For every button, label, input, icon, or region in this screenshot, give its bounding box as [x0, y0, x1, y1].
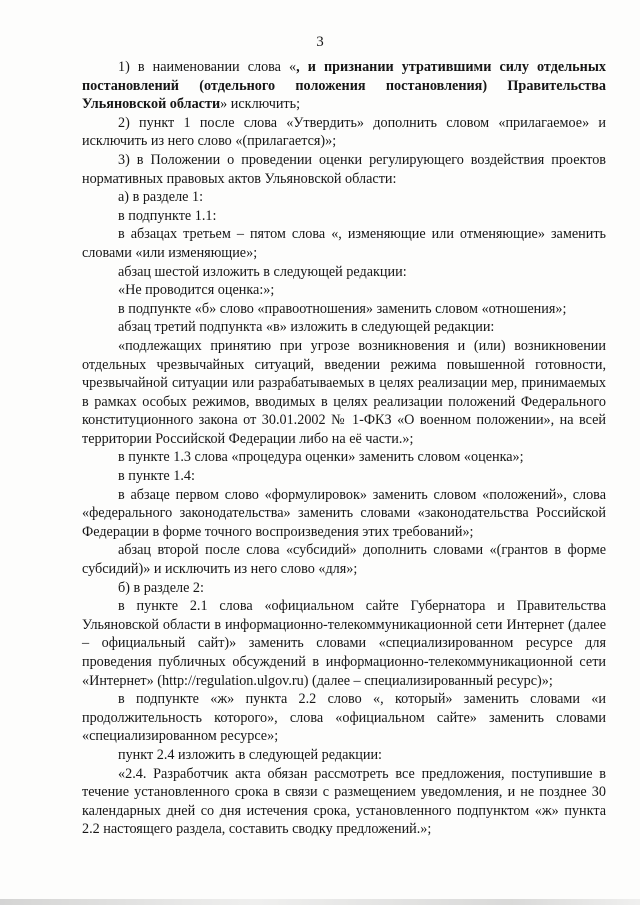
- paragraph-11: «подлежащих принятию при угрозе возникновения и (или) возникновении отдельных чрезвычайных ситуаций, введении режима повышенной готовности, чрезвычайной ситуации или разрабатываемых в целях реализации мер, принимаемых в рамках особых режимов, вводимых в целях реализации положений Федерального конституционного закона от 30.01.2002 № 1-ФКЗ «О военном положении», на всей территории Российской Федерации либо на её части.»;: [82, 337, 606, 447]
- paragraph-7: абзац шестой изложить в следующей редакции:: [118, 263, 407, 280]
- paragraph-19: пункт 2.4 изложить в следующей редакции:: [118, 746, 382, 763]
- paragraph-1-start: 1) в наименовании слова «: [118, 59, 297, 75]
- paragraph-12: в пункте 1.3 слова «процедура оценки» заменить словом «оценка»;: [118, 449, 524, 466]
- paragraph-18: в подпункте «ж» пункта 2.2 слово «, который» заменить словами «и продолжительность которого», слова «официальном сайте» заменить словами «специализированном ресурсе»;: [82, 691, 606, 745]
- paragraph-6: в абзацах третьем – пятом слова «, изменяющие или отменяющие» заменить словами «или изменяющие»;: [82, 226, 606, 261]
- paragraph-1: [82, 58, 606, 114]
- paragraph-5: в подпункте 1.1:: [118, 207, 217, 224]
- paragraph-17: в пункте 2.1 слова «официальном сайте Губернатора и Правительства Ульяновской области в информационно-телекоммуникационной сети Интернет (далее – официальный сайт)» заменить словами «специализированном ресурсе для проведения публичных обсуждений в информационно-телекоммуникационной сети «Интернет» (http://regulation.ulgov.ru) (далее – специализированный ресурс)»;: [82, 598, 606, 689]
- paragraph-10: абзац третий подпункта «в» изложить в следующей редакции:: [118, 319, 495, 336]
- paragraph-13: в пункте 1.4:: [118, 468, 195, 485]
- paragraph-1-bold-text: , и признании утратившими силу отдельных постановлений (отдельного положения постановления) Правительства Ульяновской области: [82, 59, 606, 113]
- paragraph-2: 2) пункт 1 после слова «Утвердить» дополнить словом «прилагаемое» и исключить из него слово «(прилагается)»;: [82, 114, 606, 150]
- paragraph-1-end: » исключить;: [220, 96, 301, 113]
- paragraph-9: в подпункте «б» слово «правоотношения» заменить словом «отношения»;: [118, 300, 567, 317]
- page-number: 3: [316, 34, 324, 50]
- paragraph-3: 3) в Положении о проведении оценки регулирующего воздействия проектов нормативных правовых актов Ульяновской области:: [82, 151, 606, 187]
- paragraph-20: «2.4. Разработчик акта обязан рассмотреть все предложения, поступившие в течение установленного срока в связи с размещением уведомления, и не позднее 30 календарных дней со дня истечения срока, установленного подпунктом «ж» пункта 2.2 настоящего раздела, составить сводку предложений.»;: [82, 765, 606, 838]
- scan-edge-strip: [0, 899, 640, 905]
- paragraph-16: б) в разделе 2:: [118, 579, 204, 596]
- paragraph-4: а) в разделе 1:: [118, 189, 204, 206]
- paragraph-14: в абзаце первом слово «формулировок» заменить словом «положений», слова «федерального законодательства» заменить словами «законодательства Российской Федерации в форме точного воспроизведения этих требований»;: [82, 486, 606, 540]
- paragraph-15: абзац второй после слова «субсидий» дополнить словами «(грантов в форме субсидий)» и исключить из него слово «для»;: [82, 542, 606, 578]
- document-body: [82, 58, 606, 839]
- paragraph-8: «Не проводится оценка:»;: [118, 282, 275, 299]
